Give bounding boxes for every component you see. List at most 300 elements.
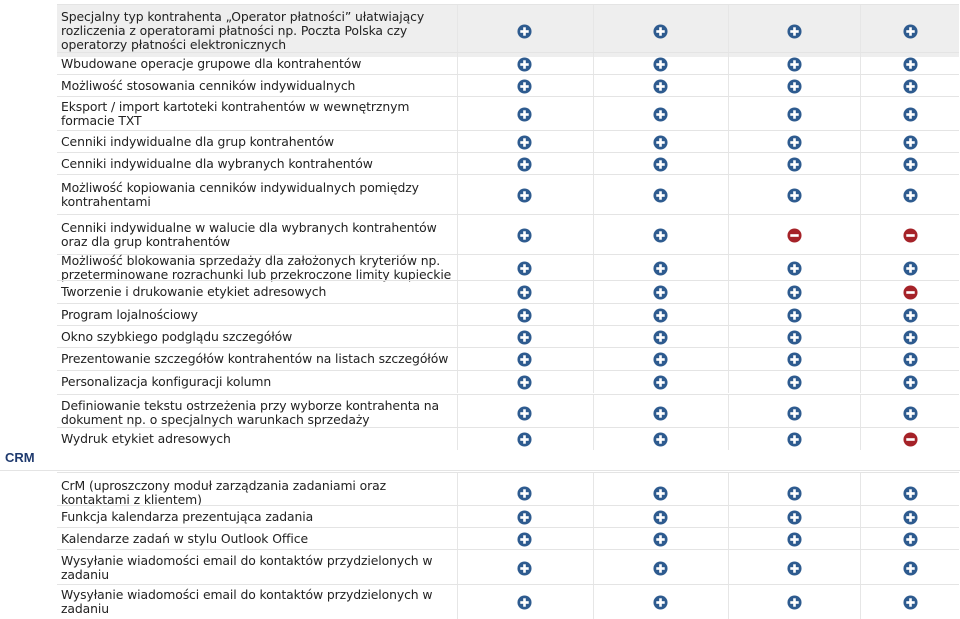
availability-cell — [652, 131, 668, 153]
plus-circle-icon — [653, 308, 668, 323]
table-row — [57, 4, 959, 57]
feature-label: Specjalny typ kontrahenta „Operator płatności” ułatwiający rozliczenia z operatorami płatności np. Poczta Polska czy operatorzy płatności elektronicznych — [61, 10, 425, 52]
availability-cell — [516, 585, 532, 619]
column-separator — [728, 326, 729, 348]
availability-cell — [786, 428, 802, 450]
column-separator — [457, 75, 458, 97]
availability-cell — [902, 348, 918, 370]
availability-cell — [786, 371, 802, 393]
minus-circle-icon — [787, 228, 802, 243]
availability-cell — [786, 506, 802, 528]
availability-cell — [902, 5, 918, 57]
column-separator — [860, 215, 861, 255]
table-row — [57, 549, 959, 586]
column-separator — [728, 5, 729, 57]
availability-cell — [786, 75, 802, 97]
plus-circle-icon — [787, 261, 802, 276]
column-separator — [860, 585, 861, 619]
column-separator — [457, 585, 458, 619]
minus-circle-icon — [903, 432, 918, 447]
availability-cell — [652, 395, 668, 431]
column-separator — [728, 215, 729, 255]
column-separator — [593, 550, 594, 586]
plus-circle-icon — [903, 261, 918, 276]
column-separator — [593, 371, 594, 393]
availability-cell — [516, 304, 532, 326]
availability-cell — [652, 255, 668, 281]
column-separator — [593, 304, 594, 326]
availability-cell — [902, 75, 918, 97]
column-separator — [457, 550, 458, 586]
availability-cell — [786, 255, 802, 281]
availability-cell — [516, 97, 532, 131]
availability-cells — [457, 281, 959, 303]
table-row — [57, 584, 959, 619]
plus-circle-icon — [787, 532, 802, 547]
availability-cell — [902, 175, 918, 215]
availability-cell — [652, 153, 668, 175]
availability-cell — [902, 371, 918, 393]
plus-circle-icon — [517, 24, 532, 39]
column-separator — [457, 131, 458, 153]
plus-circle-icon — [653, 261, 668, 276]
plus-circle-icon — [787, 79, 802, 94]
plus-circle-icon — [903, 157, 918, 172]
plus-circle-icon — [787, 486, 802, 501]
column-separator — [457, 5, 458, 57]
availability-cells — [457, 326, 959, 348]
plus-circle-icon — [787, 595, 802, 610]
plus-circle-icon — [787, 285, 802, 300]
availability-cell — [652, 304, 668, 326]
availability-cell — [902, 304, 918, 326]
column-separator — [728, 153, 729, 175]
table-row — [57, 303, 959, 326]
availability-cell — [786, 131, 802, 153]
column-separator — [457, 528, 458, 550]
availability-cell — [902, 428, 918, 450]
column-separator — [860, 550, 861, 586]
availability-cell — [902, 53, 918, 75]
table-row — [57, 254, 959, 281]
availability-cells — [457, 255, 959, 281]
column-separator — [728, 175, 729, 215]
availability-cell — [516, 371, 532, 393]
availability-cell — [516, 326, 532, 348]
availability-cells — [457, 550, 959, 586]
plus-circle-icon — [517, 406, 532, 421]
plus-circle-icon — [653, 532, 668, 547]
availability-cell — [516, 395, 532, 431]
column-separator — [457, 175, 458, 215]
plus-circle-icon — [787, 24, 802, 39]
column-separator — [593, 528, 594, 550]
availability-cell — [516, 153, 532, 175]
availability-cell — [516, 131, 532, 153]
availability-cell — [652, 428, 668, 450]
availability-cell — [902, 153, 918, 175]
availability-cells — [457, 371, 959, 393]
column-separator — [457, 153, 458, 175]
availability-cell — [786, 175, 802, 215]
availability-cells — [457, 348, 959, 370]
availability-cell — [786, 215, 802, 255]
plus-circle-icon — [653, 595, 668, 610]
column-separator — [593, 395, 594, 431]
feature-label: Wbudowane operacje grupowe dla kontrahentów — [61, 57, 362, 71]
plus-circle-icon — [903, 532, 918, 547]
feature-label: Cenniki indywidualne w walucie dla wybranych kontrahentów oraz dla grup kontrahentów — [61, 221, 437, 249]
column-separator — [860, 53, 861, 75]
availability-cell — [786, 5, 802, 57]
availability-cell — [516, 175, 532, 215]
column-separator — [728, 585, 729, 619]
table-row — [57, 214, 959, 255]
feature-label: Możliwość kopiowania cenników indywidualnych pomiędzy kontrahentami — [61, 181, 419, 209]
column-separator — [593, 585, 594, 619]
feature-label: Możliwość stosowania cenników indywidualnych — [61, 79, 356, 93]
column-separator — [593, 175, 594, 215]
feature-label: Eksport / import kartoteki kontrahentów w wewnętrznym formacie TXT — [61, 100, 410, 128]
column-separator — [457, 348, 458, 370]
column-separator — [593, 5, 594, 57]
plus-circle-icon — [653, 188, 668, 203]
plus-circle-icon — [517, 352, 532, 367]
availability-cell — [902, 550, 918, 586]
availability-cells — [457, 175, 959, 215]
availability-cell — [902, 395, 918, 431]
minus-circle-icon — [903, 285, 918, 300]
plus-circle-icon — [517, 532, 532, 547]
availability-cell — [786, 53, 802, 75]
plus-circle-icon — [517, 135, 532, 150]
availability-cell — [652, 97, 668, 131]
plus-circle-icon — [517, 261, 532, 276]
column-separator — [860, 131, 861, 153]
availability-cell — [902, 506, 918, 528]
table-row — [57, 130, 959, 153]
table-row — [57, 527, 959, 550]
plus-circle-icon — [903, 375, 918, 390]
availability-cell — [652, 5, 668, 57]
column-separator — [457, 53, 458, 75]
plus-circle-icon — [517, 510, 532, 525]
table-row — [57, 427, 959, 450]
availability-cells — [457, 5, 959, 57]
availability-cells — [457, 53, 959, 75]
plus-circle-icon — [517, 308, 532, 323]
plus-circle-icon — [517, 107, 532, 122]
plus-circle-icon — [787, 330, 802, 345]
table-row — [57, 505, 959, 528]
column-separator — [860, 528, 861, 550]
plus-circle-icon — [787, 375, 802, 390]
table-row — [57, 394, 959, 431]
feature-label: Program lojalnościowy — [61, 308, 198, 322]
availability-cell — [786, 550, 802, 586]
plus-circle-icon — [787, 352, 802, 367]
column-separator — [457, 281, 458, 303]
feature-label: Wysyłanie wiadomości email do kontaktów przydzielonych w zadaniu — [61, 588, 433, 616]
plus-circle-icon — [653, 285, 668, 300]
availability-cell — [652, 371, 668, 393]
column-separator — [728, 506, 729, 528]
column-separator — [860, 348, 861, 370]
availability-cell — [516, 5, 532, 57]
plus-circle-icon — [517, 228, 532, 243]
feature-label: Personalizacja konfiguracji kolumn — [61, 375, 272, 389]
availability-cell — [652, 348, 668, 370]
availability-cell — [902, 255, 918, 281]
plus-circle-icon — [903, 352, 918, 367]
table-row — [57, 152, 959, 175]
column-separator — [457, 326, 458, 348]
column-separator — [457, 371, 458, 393]
availability-cell — [652, 326, 668, 348]
availability-cell — [516, 428, 532, 450]
availability-cells — [457, 215, 959, 255]
plus-circle-icon — [653, 57, 668, 72]
column-separator — [728, 550, 729, 586]
column-separator — [728, 131, 729, 153]
plus-circle-icon — [903, 24, 918, 39]
plus-circle-icon — [653, 406, 668, 421]
availability-cell — [516, 348, 532, 370]
feature-label: Definiowanie tekstu ostrzeżenia przy wyborze kontrahenta na dokument np. o specjalnych warunkach sprzedaży — [61, 399, 440, 427]
column-separator — [728, 281, 729, 303]
availability-cells — [457, 131, 959, 153]
availability-cell — [516, 506, 532, 528]
availability-cell — [516, 215, 532, 255]
availability-cell — [652, 75, 668, 97]
feature-label: Prezentowanie szczegółów kontrahentów na listach szczegółów — [61, 352, 449, 366]
plus-circle-icon — [653, 330, 668, 345]
column-separator — [457, 255, 458, 281]
feature-label: Wysyłanie wiadomości email do kontaktów przydzielonych w zadaniu — [61, 554, 433, 582]
plus-circle-icon — [903, 510, 918, 525]
feature-label: Wydruk etykiet adresowych — [61, 432, 231, 446]
plus-circle-icon — [903, 188, 918, 203]
column-separator — [860, 281, 861, 303]
availability-cells — [457, 395, 959, 431]
feature-label: Cenniki indywidualne dla wybranych kontrahentów — [61, 157, 373, 171]
plus-circle-icon — [787, 57, 802, 72]
availability-cell — [786, 153, 802, 175]
availability-cells — [457, 75, 959, 97]
availability-cell — [786, 348, 802, 370]
feature-label: Kalendarze zadań w stylu Outlook Office — [61, 532, 308, 546]
availability-cells — [457, 304, 959, 326]
availability-cell — [786, 281, 802, 303]
plus-circle-icon — [903, 330, 918, 345]
column-separator — [457, 506, 458, 528]
availability-cell — [516, 528, 532, 550]
availability-cell — [786, 304, 802, 326]
column-separator — [593, 326, 594, 348]
plus-circle-icon — [517, 432, 532, 447]
plus-circle-icon — [903, 135, 918, 150]
plus-circle-icon — [787, 188, 802, 203]
availability-cell — [786, 326, 802, 348]
availability-cell — [786, 585, 802, 619]
feature-label: Funkcja kalendarza prezentująca zadania — [61, 510, 314, 524]
table-row — [57, 347, 959, 370]
column-separator — [728, 304, 729, 326]
column-separator — [860, 326, 861, 348]
plus-circle-icon — [653, 24, 668, 39]
plus-circle-icon — [517, 486, 532, 501]
plus-circle-icon — [653, 107, 668, 122]
column-separator — [728, 428, 729, 450]
column-separator — [728, 255, 729, 281]
plus-circle-icon — [653, 375, 668, 390]
feature-label: Cenniki indywidualne dla grup kontrahentów — [61, 135, 335, 149]
feature-label: CrM (uproszczony moduł zarządzania zadaniami oraz kontaktami z klientem) — [61, 479, 386, 507]
column-separator — [728, 528, 729, 550]
plus-circle-icon — [517, 595, 532, 610]
availability-cell — [902, 585, 918, 619]
column-separator — [593, 75, 594, 97]
column-separator — [860, 255, 861, 281]
plus-circle-icon — [787, 561, 802, 576]
availability-cell — [902, 131, 918, 153]
availability-cell — [652, 281, 668, 303]
column-separator — [593, 97, 594, 131]
plus-circle-icon — [653, 157, 668, 172]
column-separator — [860, 75, 861, 97]
column-separator — [860, 395, 861, 431]
column-separator — [860, 506, 861, 528]
plus-circle-icon — [787, 135, 802, 150]
availability-cell — [902, 215, 918, 255]
column-separator — [728, 53, 729, 75]
column-separator — [860, 97, 861, 131]
availability-cell — [516, 281, 532, 303]
availability-cell — [652, 506, 668, 528]
column-separator — [593, 281, 594, 303]
plus-circle-icon — [787, 432, 802, 447]
column-separator — [457, 215, 458, 255]
plus-circle-icon — [653, 486, 668, 501]
availability-cell — [786, 528, 802, 550]
plus-circle-icon — [903, 57, 918, 72]
availability-cells — [457, 97, 959, 131]
plus-circle-icon — [903, 79, 918, 94]
availability-cell — [516, 53, 532, 75]
plus-circle-icon — [653, 352, 668, 367]
availability-cell — [902, 97, 918, 131]
section-divider — [0, 470, 960, 471]
availability-cells — [457, 153, 959, 175]
table-row — [57, 174, 959, 215]
column-separator — [728, 395, 729, 431]
plus-circle-icon — [653, 228, 668, 243]
minus-circle-icon — [903, 228, 918, 243]
table-row — [57, 280, 959, 303]
column-separator — [728, 348, 729, 370]
column-separator — [860, 428, 861, 450]
feature-label: Możliwość blokowania sprzedaży dla założonych kryteriów np. przeterminowane rozrachunki lub przekroczone limity kupieckie — [61, 254, 452, 282]
column-separator — [860, 371, 861, 393]
column-separator — [860, 5, 861, 57]
section-label-crm: CRM — [5, 450, 35, 465]
table-row — [57, 74, 959, 97]
availability-cell — [786, 97, 802, 131]
plus-circle-icon — [517, 188, 532, 203]
plus-circle-icon — [517, 157, 532, 172]
availability-cells — [457, 585, 959, 619]
availability-cell — [652, 585, 668, 619]
column-separator — [593, 215, 594, 255]
plus-circle-icon — [517, 375, 532, 390]
column-separator — [860, 175, 861, 215]
plus-circle-icon — [517, 79, 532, 94]
plus-circle-icon — [653, 510, 668, 525]
table-row — [57, 52, 959, 75]
plus-circle-icon — [787, 308, 802, 323]
feature-label: Tworzenie i drukowanie etykiet adresowych — [61, 285, 327, 299]
availability-cell — [652, 528, 668, 550]
plus-circle-icon — [517, 561, 532, 576]
availability-cell — [652, 53, 668, 75]
column-separator — [593, 348, 594, 370]
column-separator — [593, 428, 594, 450]
column-separator — [593, 506, 594, 528]
plus-circle-icon — [517, 57, 532, 72]
availability-cell — [902, 281, 918, 303]
plus-circle-icon — [903, 308, 918, 323]
table-row — [57, 370, 959, 393]
availability-cell — [516, 75, 532, 97]
plus-circle-icon — [653, 561, 668, 576]
plus-circle-icon — [903, 561, 918, 576]
column-separator — [728, 75, 729, 97]
availability-cell — [902, 326, 918, 348]
column-separator — [593, 131, 594, 153]
plus-circle-icon — [787, 107, 802, 122]
availability-cell — [516, 550, 532, 586]
column-separator — [728, 97, 729, 131]
availability-cell — [652, 550, 668, 586]
column-separator — [457, 428, 458, 450]
feature-label: Okno szybkiego podglądu szczegółów — [61, 330, 293, 344]
plus-circle-icon — [903, 406, 918, 421]
column-separator — [457, 304, 458, 326]
plus-circle-icon — [653, 135, 668, 150]
table-row — [57, 325, 959, 348]
availability-cell — [902, 528, 918, 550]
availability-cell — [786, 395, 802, 431]
plus-circle-icon — [903, 107, 918, 122]
plus-circle-icon — [903, 486, 918, 501]
plus-circle-icon — [903, 595, 918, 610]
availability-cell — [652, 215, 668, 255]
plus-circle-icon — [787, 406, 802, 421]
plus-circle-icon — [653, 432, 668, 447]
plus-circle-icon — [517, 330, 532, 345]
plus-circle-icon — [787, 157, 802, 172]
plus-circle-icon — [787, 510, 802, 525]
availability-cell — [652, 175, 668, 215]
availability-cells — [457, 528, 959, 550]
availability-cells — [457, 428, 959, 450]
column-separator — [593, 53, 594, 75]
plus-circle-icon — [653, 79, 668, 94]
column-separator — [457, 97, 458, 131]
column-separator — [593, 255, 594, 281]
availability-cells — [457, 506, 959, 528]
column-separator — [593, 153, 594, 175]
